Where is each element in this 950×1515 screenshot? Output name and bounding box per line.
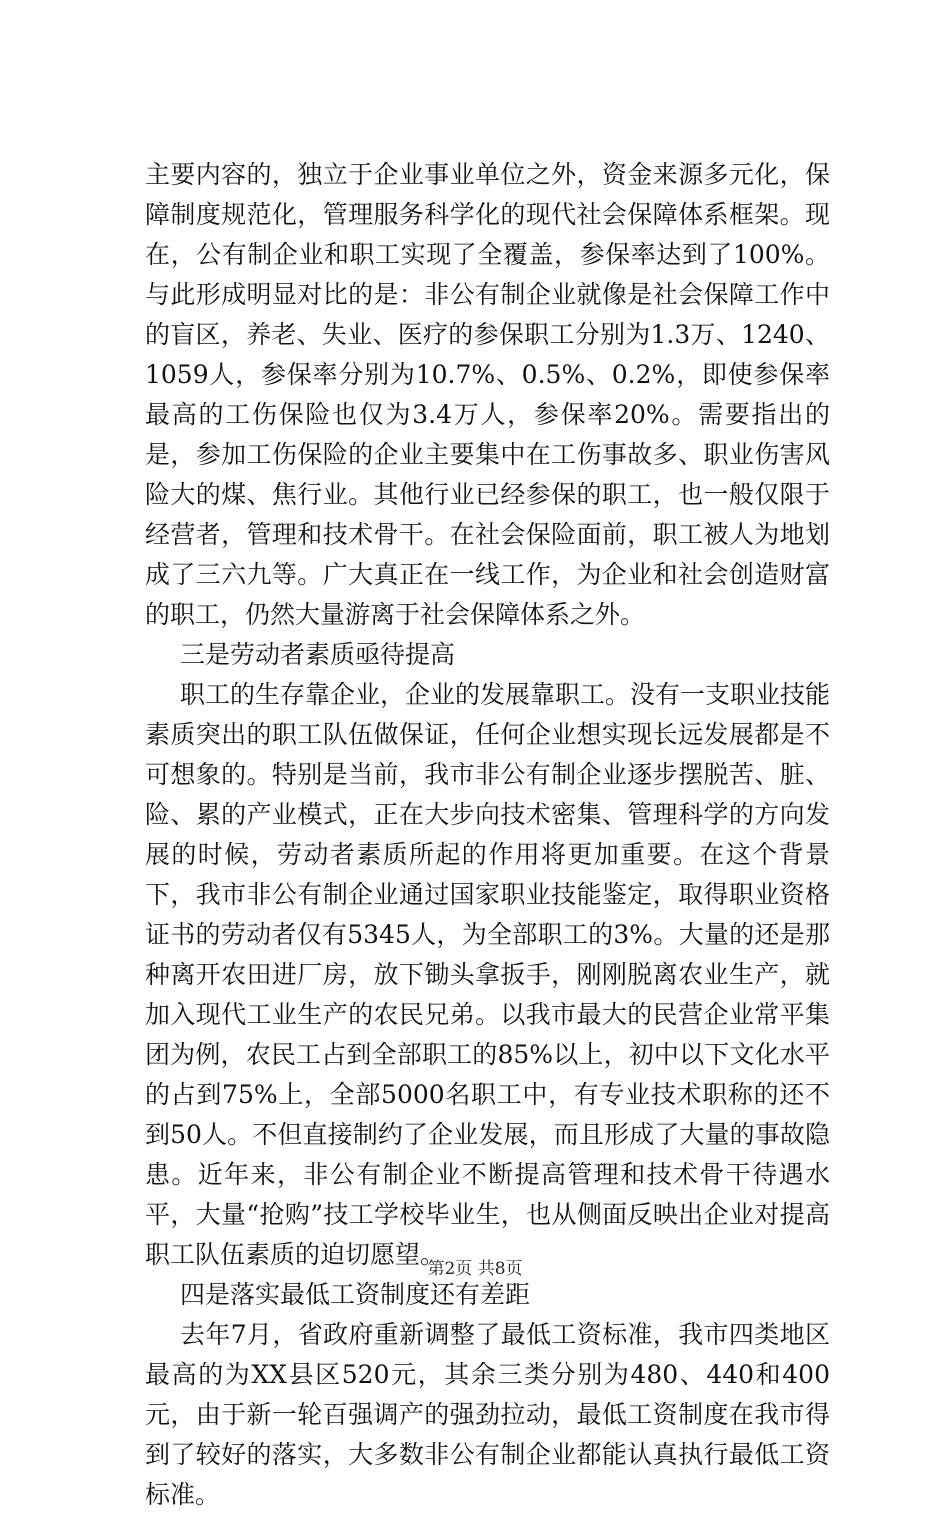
paragraph-social-security: 主要内容的，独立于企业事业单位之外，资金来源多元化，保障制度规范化，管理服务科学化的现代社会保障体系框架。现在，公有制企业和职工实现了全覆盖，参保率达到了100%。与此形成明显对比的是：非公有制企业就像是社会保障工作中的盲区，养老、失业、医疗的参保职工分别为1.3万、1240、1059人，参保率分别为10.7%、0.5%、0.2%，即使参保率最高的工伤保险也仅为3.4万人，参保率20%。需要指出的是，参加工伤保险的企业主要集中在工伤事故多、职业伤害风险大的煤、焦行业。其他行业已经参保的职工，也一般仅限于经营者，管理和技术骨干。在社会保险面前，职工被人为地划成了三六九等。广大真正在一线工作，为企业和社会创造财富的职工，仍然大量游离于社会保障体系之外。 <box>145 160 830 629</box>
paragraph-minimum-wage: 去年7月，省政府重新调整了最低工资标准，我市四类地区最高的为XX县区520元，其余三类分别为480、440和400元，由于新一轮百强调产的强劲拉动，最低工资制度在我市得到了较好的落实，大多数非公有制企业都能认真执行最低工资标准。 <box>145 1320 830 1509</box>
section-heading-minimum-wage: 四是落实最低工资制度还有差距 <box>180 1280 531 1309</box>
paragraph-worker-quality: 职工的生存靠企业，企业的发展靠职工。没有一支职业技能素质突出的职工队伍做保证，任何企业想实现长远发展都是不可想象的。特别是当前，我市非公有制企业逐步摆脱苦、脏、险、累的产业模式，正在大步向技术密集、管理科学的方向发展的时候，劳动者素质所起的作用将更加重要。在这个背景下，我市非公有制企业通过国家职业技能鉴定，取得职业资格证书的劳动者仅有5345人，为全部职工的3%。大量的还是那种离开农田进厂房，放下锄头拿扳手，刚刚脱离农业生产，就加入现代工业生产的农民兄弟。以我市最大的民营企业常平集团为例，农民工占到全部职工的85%以上，初中以下文化水平的占到75%上，全部5000名职工中，有专业技术职称的还不到50人。不但直接制约了企业发展，而且形成了大量的事故隐患。近年来，非公有制企业不断提高管理和技术骨干待遇水平，大量“抢购”技工学校毕业生，也从侧面反映出企业对提高职工队伍素质的迫切愿望。 <box>145 680 831 1269</box>
section-heading-worker-quality: 三是劳动者素质亟待提高 <box>180 640 456 669</box>
document-body <box>145 155 830 1515</box>
page-number-footer: 第2页 共8页 <box>427 1259 523 1279</box>
